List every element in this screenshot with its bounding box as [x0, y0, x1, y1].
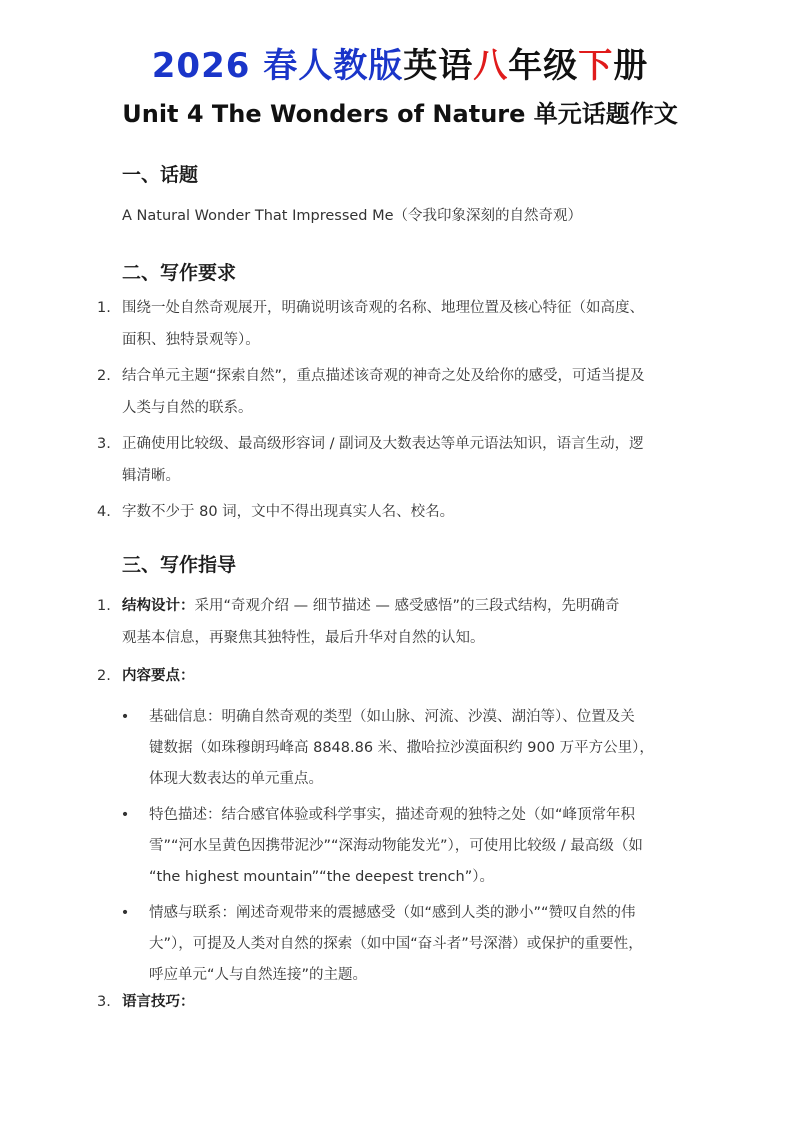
item-label: 语言技巧： [122, 994, 195, 1010]
bullet-line: 基础信息：明确自然奇观的类型（如山脉、河流、沙漠、湖泊等）、位置及关 [149, 709, 635, 725]
title-part4: 年级 [508, 46, 579, 86]
list-item [97, 292, 707, 356]
list-item [97, 428, 707, 492]
list-line: 面积、独特景观等）。 [122, 332, 260, 348]
list-line: 辑清晰。 [122, 468, 180, 484]
bullet-line: 体现大数表达的单元重点。 [149, 771, 323, 787]
list-line: 结合单元主题“探索自然”，重点描述该奇观的神奇之处及给你的感受，可适当提及 [122, 368, 645, 384]
bullet-line: 情感与联系：阐述奇观带来的震撼感受（如“感到人类的渺小”“赞叹自然的伟 [149, 905, 636, 921]
list-line: 采用“奇观介绍 — 细节描述 — 感受感悟”的三段式结构，先明确奇 [194, 598, 620, 614]
list-item [97, 360, 707, 424]
bullet-line: 特色描述：结合感官体验或科学事实，描述奇观的独特之处（如“峰顶常年积 [149, 807, 636, 823]
list-item [97, 660, 707, 692]
list-line: 字数不少于 80 词，文中不得出现真实人名、校名。 [122, 504, 455, 520]
bullet-item [118, 702, 703, 795]
list-number: 2. [97, 668, 111, 684]
item-label: 内容要点： [122, 668, 195, 684]
list-line: 观基本信息，再聚焦其独特性，最后升华对自然的认知。 [122, 630, 485, 646]
list-item [97, 496, 707, 528]
page-title [0, 42, 800, 90]
bullet-line: “the highest mountain”“the deepest trench”）。 [149, 869, 494, 885]
title-part2: 英语 [403, 46, 474, 86]
list-line: 人类与自然的联系。 [122, 400, 253, 416]
bullet-dot-icon: • [120, 905, 130, 921]
list-number: 1. [97, 300, 111, 316]
section-heading-guidance: 三、写作指导 [122, 554, 237, 576]
bullet-line: 雪”“河水呈黄色因携带泥沙”“深海动物能发光”），可使用比较级 / 最高级（如 [149, 838, 643, 854]
topic-text: A Natural Wonder That Impressed Me（令我印象深刻的自然奇观） [122, 208, 583, 224]
list-number: 3. [97, 436, 111, 452]
list-number: 2. [97, 368, 111, 384]
bullet-line: 呼应单元“人与自然连接”的主题。 [149, 967, 368, 983]
title-part5: 下 [578, 46, 614, 86]
title-part6: 册 [613, 46, 649, 86]
list-number: 1. [97, 598, 111, 614]
bullet-item [118, 898, 703, 991]
title-year: 2026 [151, 46, 251, 86]
section-heading-topic: 一、话题 [122, 164, 199, 186]
list-number: 4. [97, 504, 111, 520]
page-subtitle: Unit 4 The Wonders of Nature 单元话题作文 [122, 100, 678, 128]
list-line: 围绕一处自然奇观展开，明确说明该奇观的名称、地理位置及核心特征（如高度、 [122, 300, 644, 316]
title-part1: 春人教版 [263, 46, 404, 86]
bullet-item [118, 800, 703, 893]
bullet-line: 大”），可提及人类对自然的探索（如中国“奋斗者”号深潜）或保护的重要性， [149, 936, 643, 952]
item-label: 结构设计： [122, 598, 195, 614]
list-item [97, 590, 707, 654]
bullet-dot-icon: • [120, 709, 130, 725]
list-number: 3. [97, 994, 111, 1010]
bullet-dot-icon: • [120, 807, 130, 823]
list-line: 正确使用比较级、最高级形容词 / 副词及大数表达等单元语法知识，语言生动，逻 [122, 436, 644, 452]
section-heading-requirements: 二、写作要求 [122, 262, 237, 284]
title-part3: 八 [473, 46, 509, 86]
bullet-line: 键数据（如珠穆朗玛峰高 8848.86 米、撒哈拉沙漠面积约 900 万平方公里）， [149, 740, 654, 756]
